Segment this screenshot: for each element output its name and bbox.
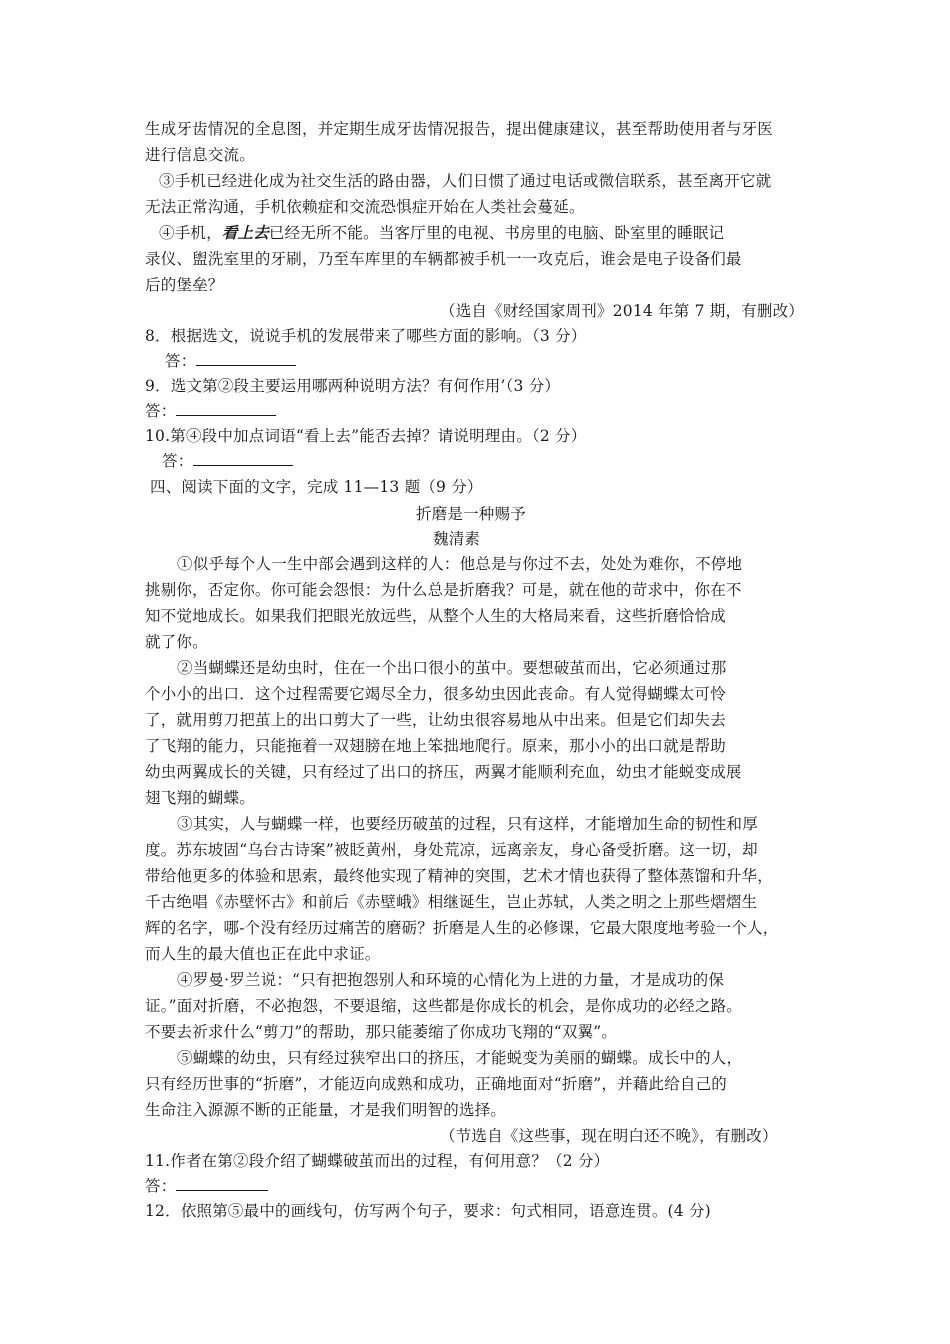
para-text: 生成牙齿情况的全息图，并定期生成牙齿情况报告，提出健康建议，甚至帮助使用者与牙医 — [145, 120, 774, 138]
article-para-3: 带给他更多的体验和思索，最终他实现了精神的突围，艺术才情也获得了整体蒸馏和升华， — [145, 867, 774, 885]
answer-label: 答： — [145, 1177, 177, 1195]
para-text: 进行信息交流。 — [145, 146, 255, 164]
article-para-2: 了，就用剪刀把茧上的出口剪大了一些，让幼虫很容易地从中出来。但是它们却失去 — [145, 711, 726, 729]
article-para-1: 挑剔你，否定你。你可能会怨恨：为什么总是折磨我？可是，就在他的苛求中，你在不 — [145, 581, 742, 599]
emphasized-word: 看上去 — [221, 223, 269, 242]
article-para-5: 只有经历世事的“折磨”，才能迈向成熟和成功，正确地面对“折磨”，并藉此给自己的 — [145, 1075, 727, 1093]
article-para-1: ①似乎每个人一生中部会遇到这样的人：他总是与你过不去，处处为难你，不停地 — [177, 555, 743, 573]
question-10: 10.第④段中加点词语“看上去”能否去掉？请说明理由。（2 分） — [145, 427, 587, 445]
article-para-4: 不要去祈求什么“剪刀”的帮助，那只能萎缩了你成功飞翔的“双翼”。 — [145, 1023, 618, 1041]
answer-label: 答： — [145, 402, 177, 420]
article-para-3: 而人生的最大值也正在此中求证。 — [145, 945, 381, 963]
article-para-3: 辉的名字，哪-个没有经历过痛苦的磨砺？折磨是人生的必修课，它最大限度地考验一个人， — [145, 919, 779, 937]
question-12: 12．依照第⑤最中的画线句，仿写两个句子，要求：句式相同，语意连贯。(4 分) — [145, 1202, 711, 1220]
article-para-3: 千古绝唱《赤壁怀古》和前后《赤壁峨》相继诞生，岂止苏轼，人类之明之上那些熠熠生 — [145, 893, 758, 911]
answer-blank[interactable] — [176, 401, 276, 416]
question-11: 11.作者在第②段介绍了蝴蝶破茧而出的过程，有何用意？（2 分） — [145, 1152, 610, 1170]
article-para-5: 生命注入源源不断的正能量，才是我们明智的选择。 — [145, 1101, 507, 1119]
answer-10 — [162, 451, 293, 471]
article-para-1: 知不觉地成长。如果我们把眼光放远些，从整个人生的大格局来看，这些折磨恰恰成 — [145, 607, 726, 625]
article-para-4: ④罗曼·罗兰说：“只有把抱怨别人和环境的心情化为上进的力量，才是成功的保 — [177, 971, 725, 989]
para-3-text: 无法正常沟通，手机依赖症和交流恐惧症开始在人类社会蔓延。 — [145, 198, 585, 216]
article-para-3: ③其实，人与蝴蝶一样，也要经历破茧的过程，只有这样，才能增加生命的韧性和厚 — [177, 815, 758, 833]
para-4-rest: 已经无所不能。当客厅里的电视、书房里的电脑、卧室里的睡眠记 — [268, 224, 725, 242]
para-4-text: 录仪、盥洗室里的牙刷，乃至车库里的车辆都被手机一一攻克后，谁会是电子设备们最 — [145, 250, 742, 268]
article-para-2: 幼虫两翼成长的关键，只有经过了出口的挤压，两翼才能顺利充血，幼虫才能蜕变成展 — [145, 763, 742, 781]
section-heading: 四、阅读下面的文字，完成 11—13 题（9 分） — [150, 478, 483, 496]
article-para-1: 就了你。 — [145, 633, 208, 651]
article-para-2: 个小小的出口．这个过程需要它竭尽全力，很多幼虫因此丧命。有人觉得蝴蝶太可怜 — [145, 685, 726, 703]
para-4-text: 后的堡垒？ — [145, 276, 224, 294]
answer-11 — [145, 1176, 268, 1196]
para-4-prefix: ④手机， — [159, 224, 222, 242]
article-para-5: ⑤蝴蝶的幼虫，只有经过狭窄出口的挤压，才能蜕变为美丽的蝴蝶。成长中的人， — [177, 1049, 743, 1067]
question-9: 9．选文第②段主要运用哪两种说明方法？有何作用’（3 分） — [145, 377, 561, 395]
answer-label: 答： — [162, 452, 194, 470]
answer-blank[interactable] — [176, 1176, 268, 1191]
article-para-3: 度。苏东坡固“乌台古诗案”被眨黄州，身处荒凉，远离亲友，身心备受折磨。这一切，却 — [145, 841, 758, 859]
source-citation: （节选自《这些事，现在明白还不晚》，有删改） — [440, 1127, 778, 1145]
answer-9 — [145, 401, 276, 421]
para-4-text — [159, 223, 724, 243]
answer-label: 答： — [165, 352, 197, 370]
article-para-2: 了飞翔的能力，只能拖着一双翅膀在地上笨拙地爬行。原来，那小小的出口就是帮助 — [145, 737, 726, 755]
source-citation: （选自《财经国家周刊》2014 年第 7 期，有删改） — [440, 302, 804, 320]
article-title: 折磨是一种赐予 — [416, 505, 526, 523]
answer-blank[interactable] — [193, 451, 293, 466]
answer-blank[interactable] — [196, 351, 296, 366]
para-3-text: ③手机已经进化成为社交生活的路由器，人们日惯了通过电话或微信联系，甚至离开它就 — [159, 172, 772, 190]
article-para-2: ②当蝴蝶还是幼虫时，住在一个出口很小的茧中。要想破茧而出，它必须通过那 — [177, 659, 727, 677]
article-author: 魏清素 — [433, 530, 481, 548]
article-para-2: 翅飞翔的蝴蝶。 — [145, 789, 255, 807]
answer-8 — [165, 351, 296, 371]
question-8: 8．根据选文，说说手机的发展带来了哪些方面的影响。（3 分） — [145, 327, 587, 345]
article-para-4: 证。”面对折磨，不必抱怨，不要退缩，这些都是你成长的机会，是你成功的必经之路。 — [145, 997, 742, 1015]
